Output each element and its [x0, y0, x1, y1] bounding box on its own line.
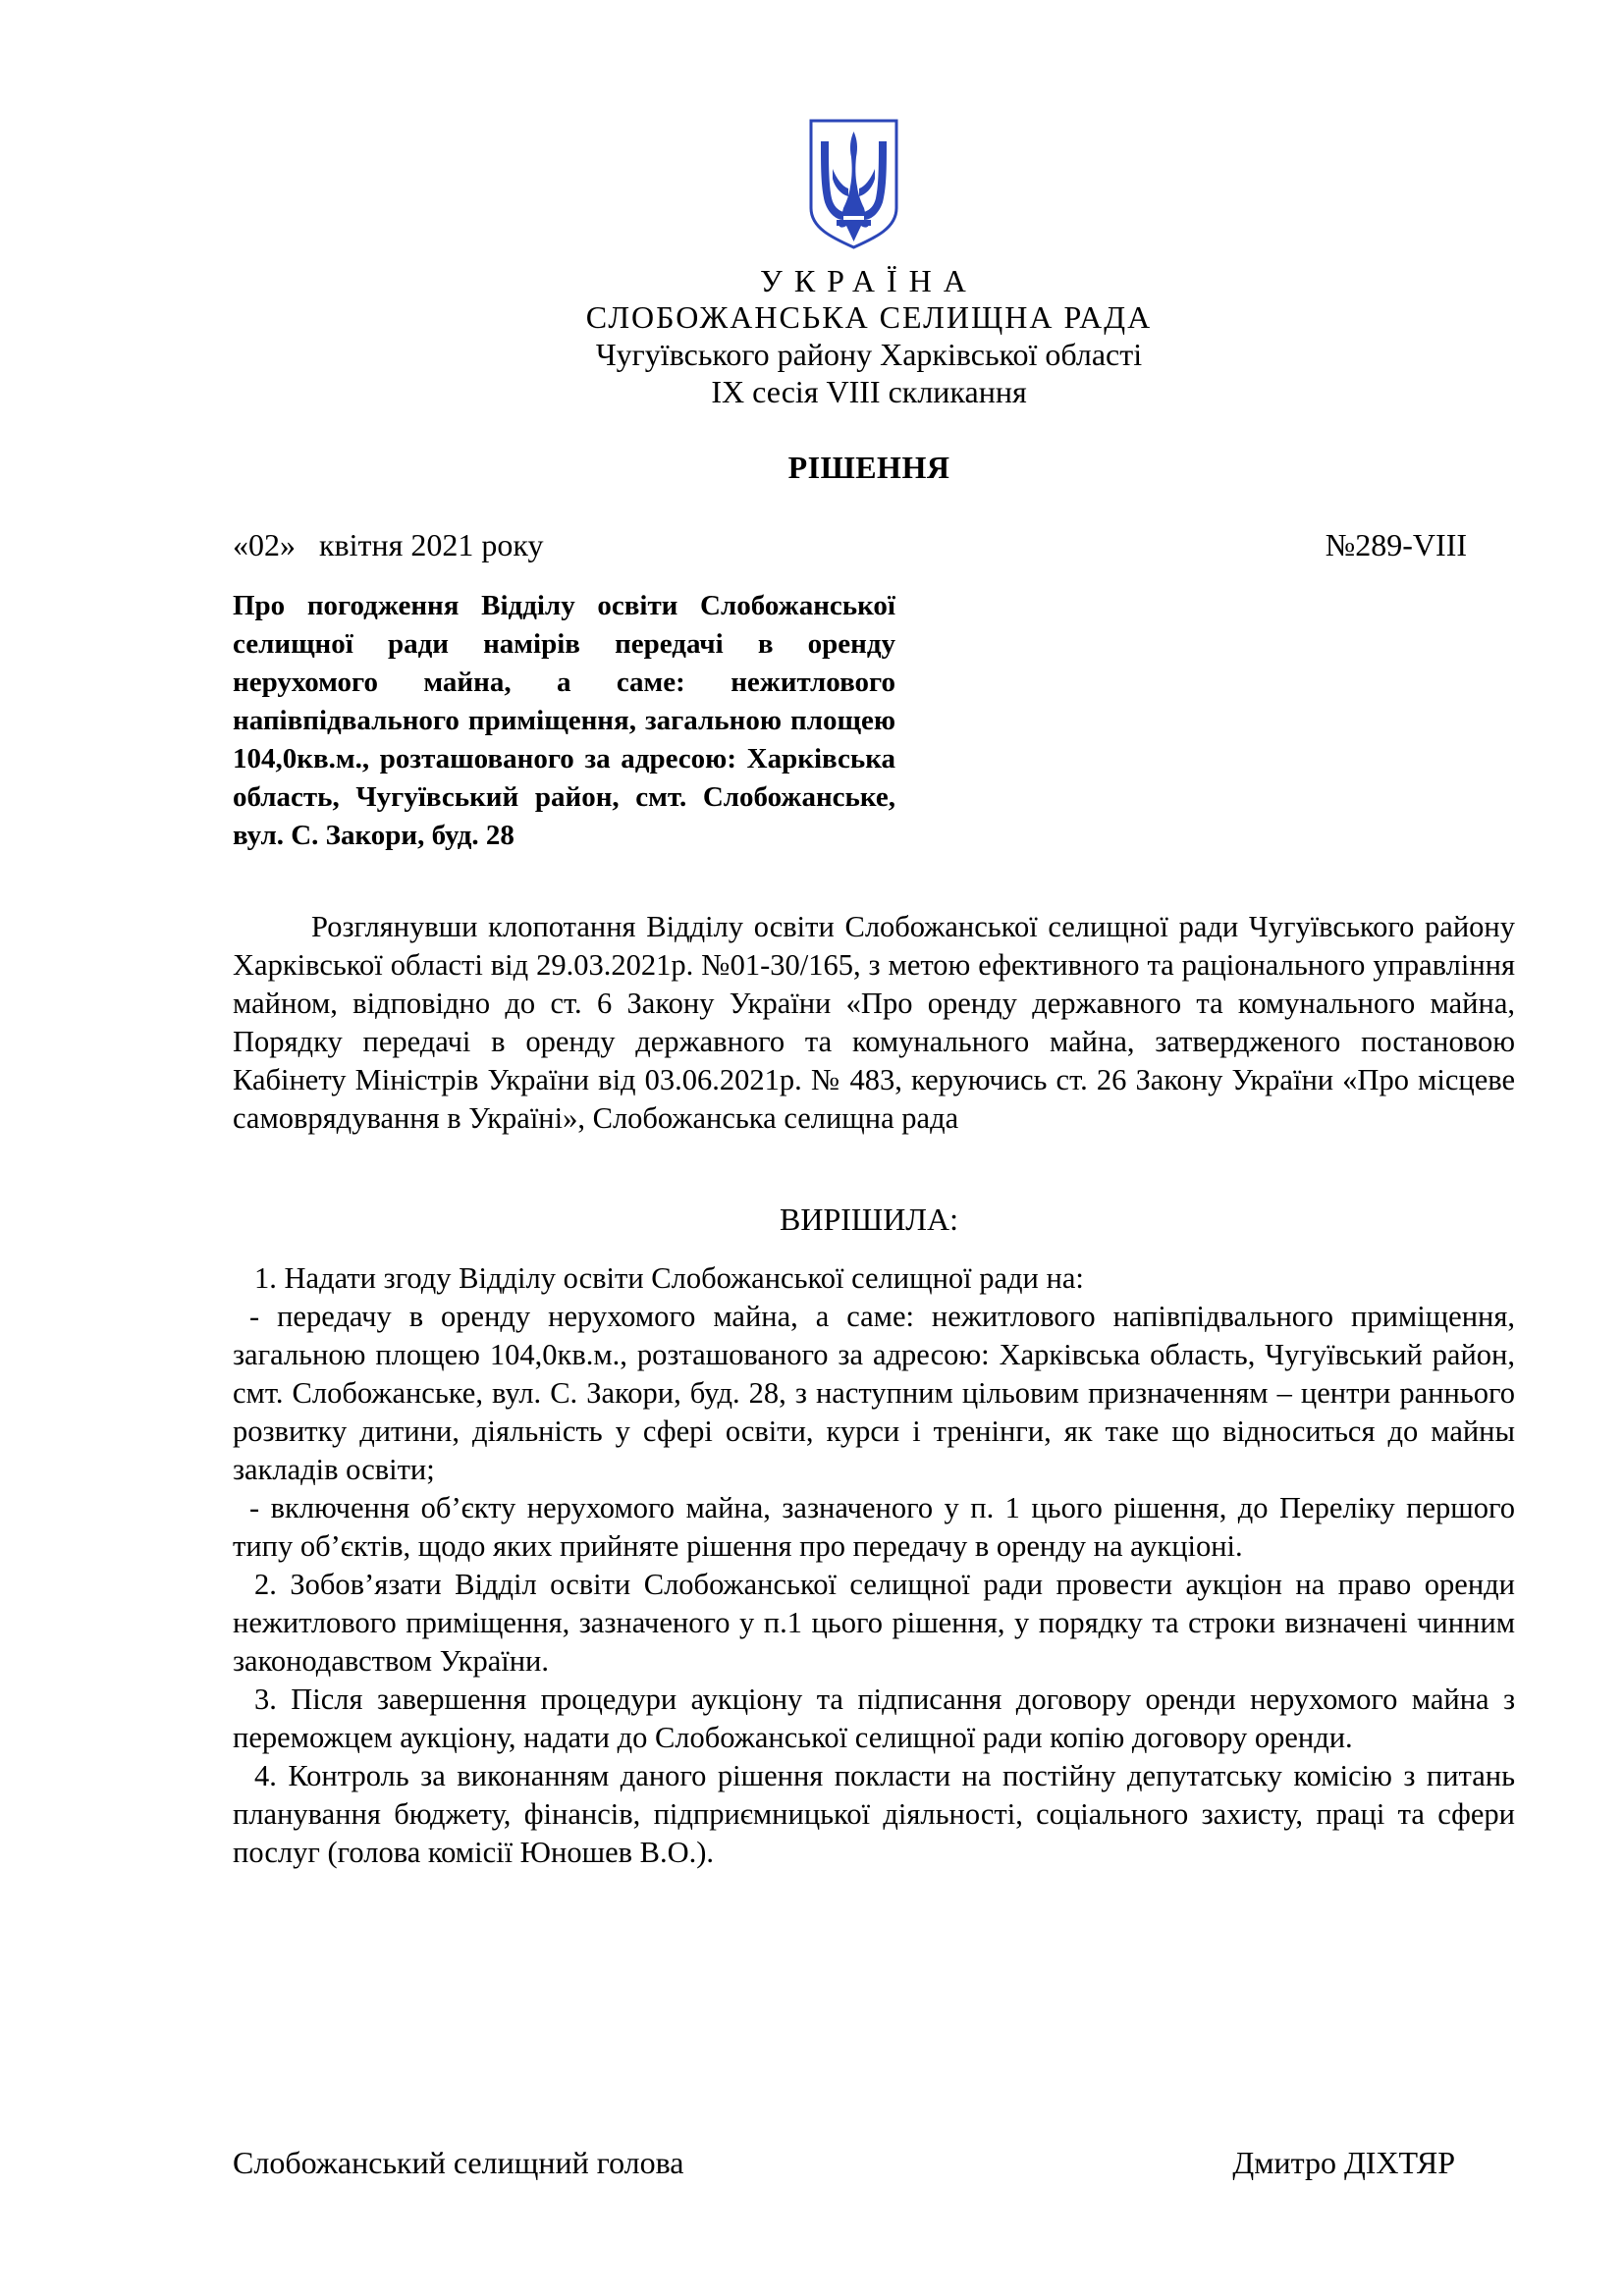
signatory-name: Дмитро ДІХТЯР — [1232, 2145, 1455, 2180]
coat-of-arms-icon — [807, 118, 900, 251]
document-title: РІШЕННЯ — [787, 450, 950, 485]
item-1-subitem-a: - передачу в оренду нерухомого майна, а саме: нежитлового напівпідвального приміщення, загальною площею 104,0кв.м., розташованого за адресою: Харківська область, Чугуївський район, смт. Слобожанське, вул. С. Закори, буд. 28, з наступним цільовим призначенням – центри раннього розвитку дитини, діяльність у сфері освіти, курси і тренінги, як таке що відноситься до майны закладів освіти; — [233, 1300, 1515, 1486]
date-number-row — [233, 525, 1467, 564]
resolved-heading: ВИРІШИЛА: — [780, 1201, 958, 1237]
signature-block — [233, 2143, 1455, 2182]
item-4: 4. Контроль за виконанням даного рішення покласти на постійну депутатську комісію з питань планування бюджету, фінансів, підприємницької діяльності, соціального захисту, праці та сфери послуг (голова комісії Юношев В.О.). — [233, 1759, 1515, 1869]
document-subject: Про погодження Відділу освіти Слобожанської селищної ради намірів передачі в оренду нерухомого майна, а саме: нежитлового напівпідвального приміщення, загальною площею 104,0кв.м., розташованого за адресою: Харківська область, Чугуївський район, смт. Слобожанське, вул. С. Закори, буд. 28 — [233, 590, 895, 851]
session-line: IX сесія VIII скликання — [711, 374, 1027, 409]
item-1-subitem-b: - включення об’єкту нерухомого майна, зазначеного у п. 1 цього рішення, до Переліку першого типу об’єктів, щодо яких прийняте рішення про передачу в оренду на аукціоні. — [233, 1491, 1515, 1563]
item-1: 1. Надати згоду Відділу освіти Слобожанської селищної ради на: — [254, 1261, 1084, 1295]
council-heading: СЛОБОЖАНСЬКА СЕЛИЩНА РАДА — [585, 299, 1153, 335]
country-heading: УКРАЇНА — [760, 263, 978, 298]
district-line: Чугуївського району Харківської області — [595, 337, 1143, 372]
document-number: №289-VIII — [1325, 527, 1467, 562]
preamble-paragraph: Розглянувши клопотання Відділу освіти Слобожанської селищної ради Чугуївського району Харківської області від 29.03.2021р. №01-30/165, з метою ефективного та раціонального управління майном, відповідно до ст. 6 Закону України «Про оренду державного та комунального майна, Порядку передачі в оренду державного та комунального майна, затвердженого постановою Кабінету Міністрів України від 03.06.2021р. № 483, керуючись ст. 26 Закону України «Про місцеве самоврядування в Україні», Слобожанська селищна рада — [233, 910, 1515, 1135]
document-date: «02» квітня 2021 року — [233, 527, 544, 562]
signatory-title: Слобожанський селищний голова — [233, 2145, 684, 2180]
resolution-items — [233, 1259, 1515, 1872]
item-3: 3. Після завершення процедури аукціону та підписання договору оренди нерухомого майна з переможцем аукціону, надати до Слобожанської селищної ради копію договору оренди. — [233, 1682, 1515, 1754]
item-2: 2. Зобов’язати Відділ освіти Слобожанської селищної ради провести аукціон на право оренди нежитлового приміщення, зазначеного у п.1 цього рішення, у порядку та строки визначені чинним законодавством України. — [233, 1568, 1515, 1678]
